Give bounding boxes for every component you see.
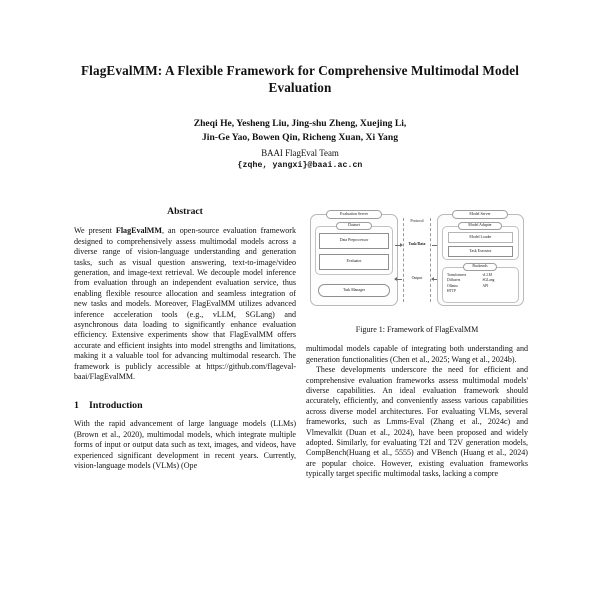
task-manager-box: Task Manager [318, 284, 390, 297]
backend-item: SGLang [482, 278, 495, 283]
backend-list [447, 274, 515, 294]
evaluator-box: Evaluator [319, 254, 389, 270]
abstract-heading: Abstract [167, 206, 203, 217]
figure-caption: Figure 1: Framework of FlagEvalMM [355, 325, 479, 334]
abstract-body [74, 226, 296, 382]
evaluation-server-title: Evaluation Server [326, 210, 382, 219]
right-paragraph-continued: multimodal models capable of integrating both understanding and generation functionalities (Chen et al., 2025; Wang et al., 2024b). [306, 344, 528, 364]
author-list [72, 117, 528, 172]
model-adapter-title: Model Adapter [458, 222, 502, 230]
dataset-title: Dataset [336, 222, 372, 230]
affiliation: BAAI FlagEval Team [261, 147, 339, 158]
backend-item: vLLM [482, 273, 492, 277]
introduction-paragraph-1: With the rapid advancement of large language models (LLMs) (Brown et al., 2020), multimodal models, which integrate multiple forms of input or output data such as text, images, and videos, have experienced significant development in recent years. Currently, vision-language models (VLMs) (Ope [74, 419, 296, 470]
figure-1 [306, 206, 528, 335]
contact-email: {zqhe, yangxi}@baai.ac.cn [237, 161, 363, 171]
output-label: Output [411, 276, 423, 280]
title-block [72, 62, 528, 172]
right-paragraph-2: These developments underscore the need for efficient and comprehensive evaluation frameworks assess multimodal models' diverse capabilities. An ideal evaluation framework should accurately, efficiently, and conveniently assess various capabilities across diverse model architectures. For evaluating VLMs, several frameworks, such as Lmms-Eval (Zhang et al., 2024c) and Vlmevalkit (Duan et al., 2024), have been proposed and widely adopted. Similarly, for evaluating T2I and T2V generation models, CompBench(Huang et al., 5555) and VBench (Huang et al., 2024) are popular choice. However, existing evaluation frameworks typically target specific multimodal tasks, lacking a compre [306, 365, 528, 479]
backends-title: Backends [463, 263, 497, 271]
arrow-output-left [395, 279, 402, 280]
backend-item: Transformers [447, 273, 467, 277]
framework-diagram [306, 206, 528, 316]
left-column [74, 206, 296, 600]
data-preprocessor-box: Data Preprocessor [319, 233, 389, 249]
right-column [306, 206, 528, 600]
backend-item: HTTP [447, 288, 456, 293]
model-loader-box: Model Loader [448, 232, 513, 243]
arrow-task-data-left [395, 245, 402, 246]
introduction-heading [74, 400, 296, 413]
model-server-title: Model Server [452, 210, 508, 219]
task-executor-box: Task Executor [448, 246, 513, 257]
backend-item: Ollama [447, 283, 458, 288]
abstract-framework-name: FlagEvalMM [115, 226, 162, 236]
protocol-channel [403, 218, 431, 302]
task-data-label: Task/Data [408, 242, 426, 246]
author-line-2: Jin-Ge Yao, Bowen Qin, Richeng Xuan, Xi Yang [202, 131, 398, 143]
protocol-label: Protocol [410, 219, 424, 223]
abstract-text: We present FlagEvalMM, an open-source evaluation framework designed to comprehensively assess multimodal models across a diverse range of vision-language understanding and generation tasks, such as visual question answering, text-to-image/video generation, and image-text retrieval. We decouple model inference from evaluation through an independent evaluation service, thus enabling flexible resource allocation and seamless integration of new tasks and models. Moreover, FlagEvalMM utilizes advanced inference acceleration tools (e.g., vLLM, SGLang) and asynchronous data loading to significantly enhance evaluation efficiency. Extensive experiments show that FlagEvalMM offers accurate and efficient insights into model strengths and limitations, making it a valuable tool for advancing multimodal research. The framework is publicly accessible at https://github.com/flageval-baai/FlagEvalMM. [74, 226, 296, 382]
author-line-1: Zheqi He, Yesheng Liu, Jing-shu Zheng, Xuejing Li, [193, 117, 407, 129]
section-title: Introduction [89, 399, 143, 411]
section-number: 1 [74, 399, 79, 411]
page-title: FlagEvalMM: A Flexible Framework for Comprehensive Multimodal Model Evaluation [81, 63, 519, 96]
backend-item: Diffusers [447, 278, 461, 283]
backend-item: API [482, 283, 489, 288]
